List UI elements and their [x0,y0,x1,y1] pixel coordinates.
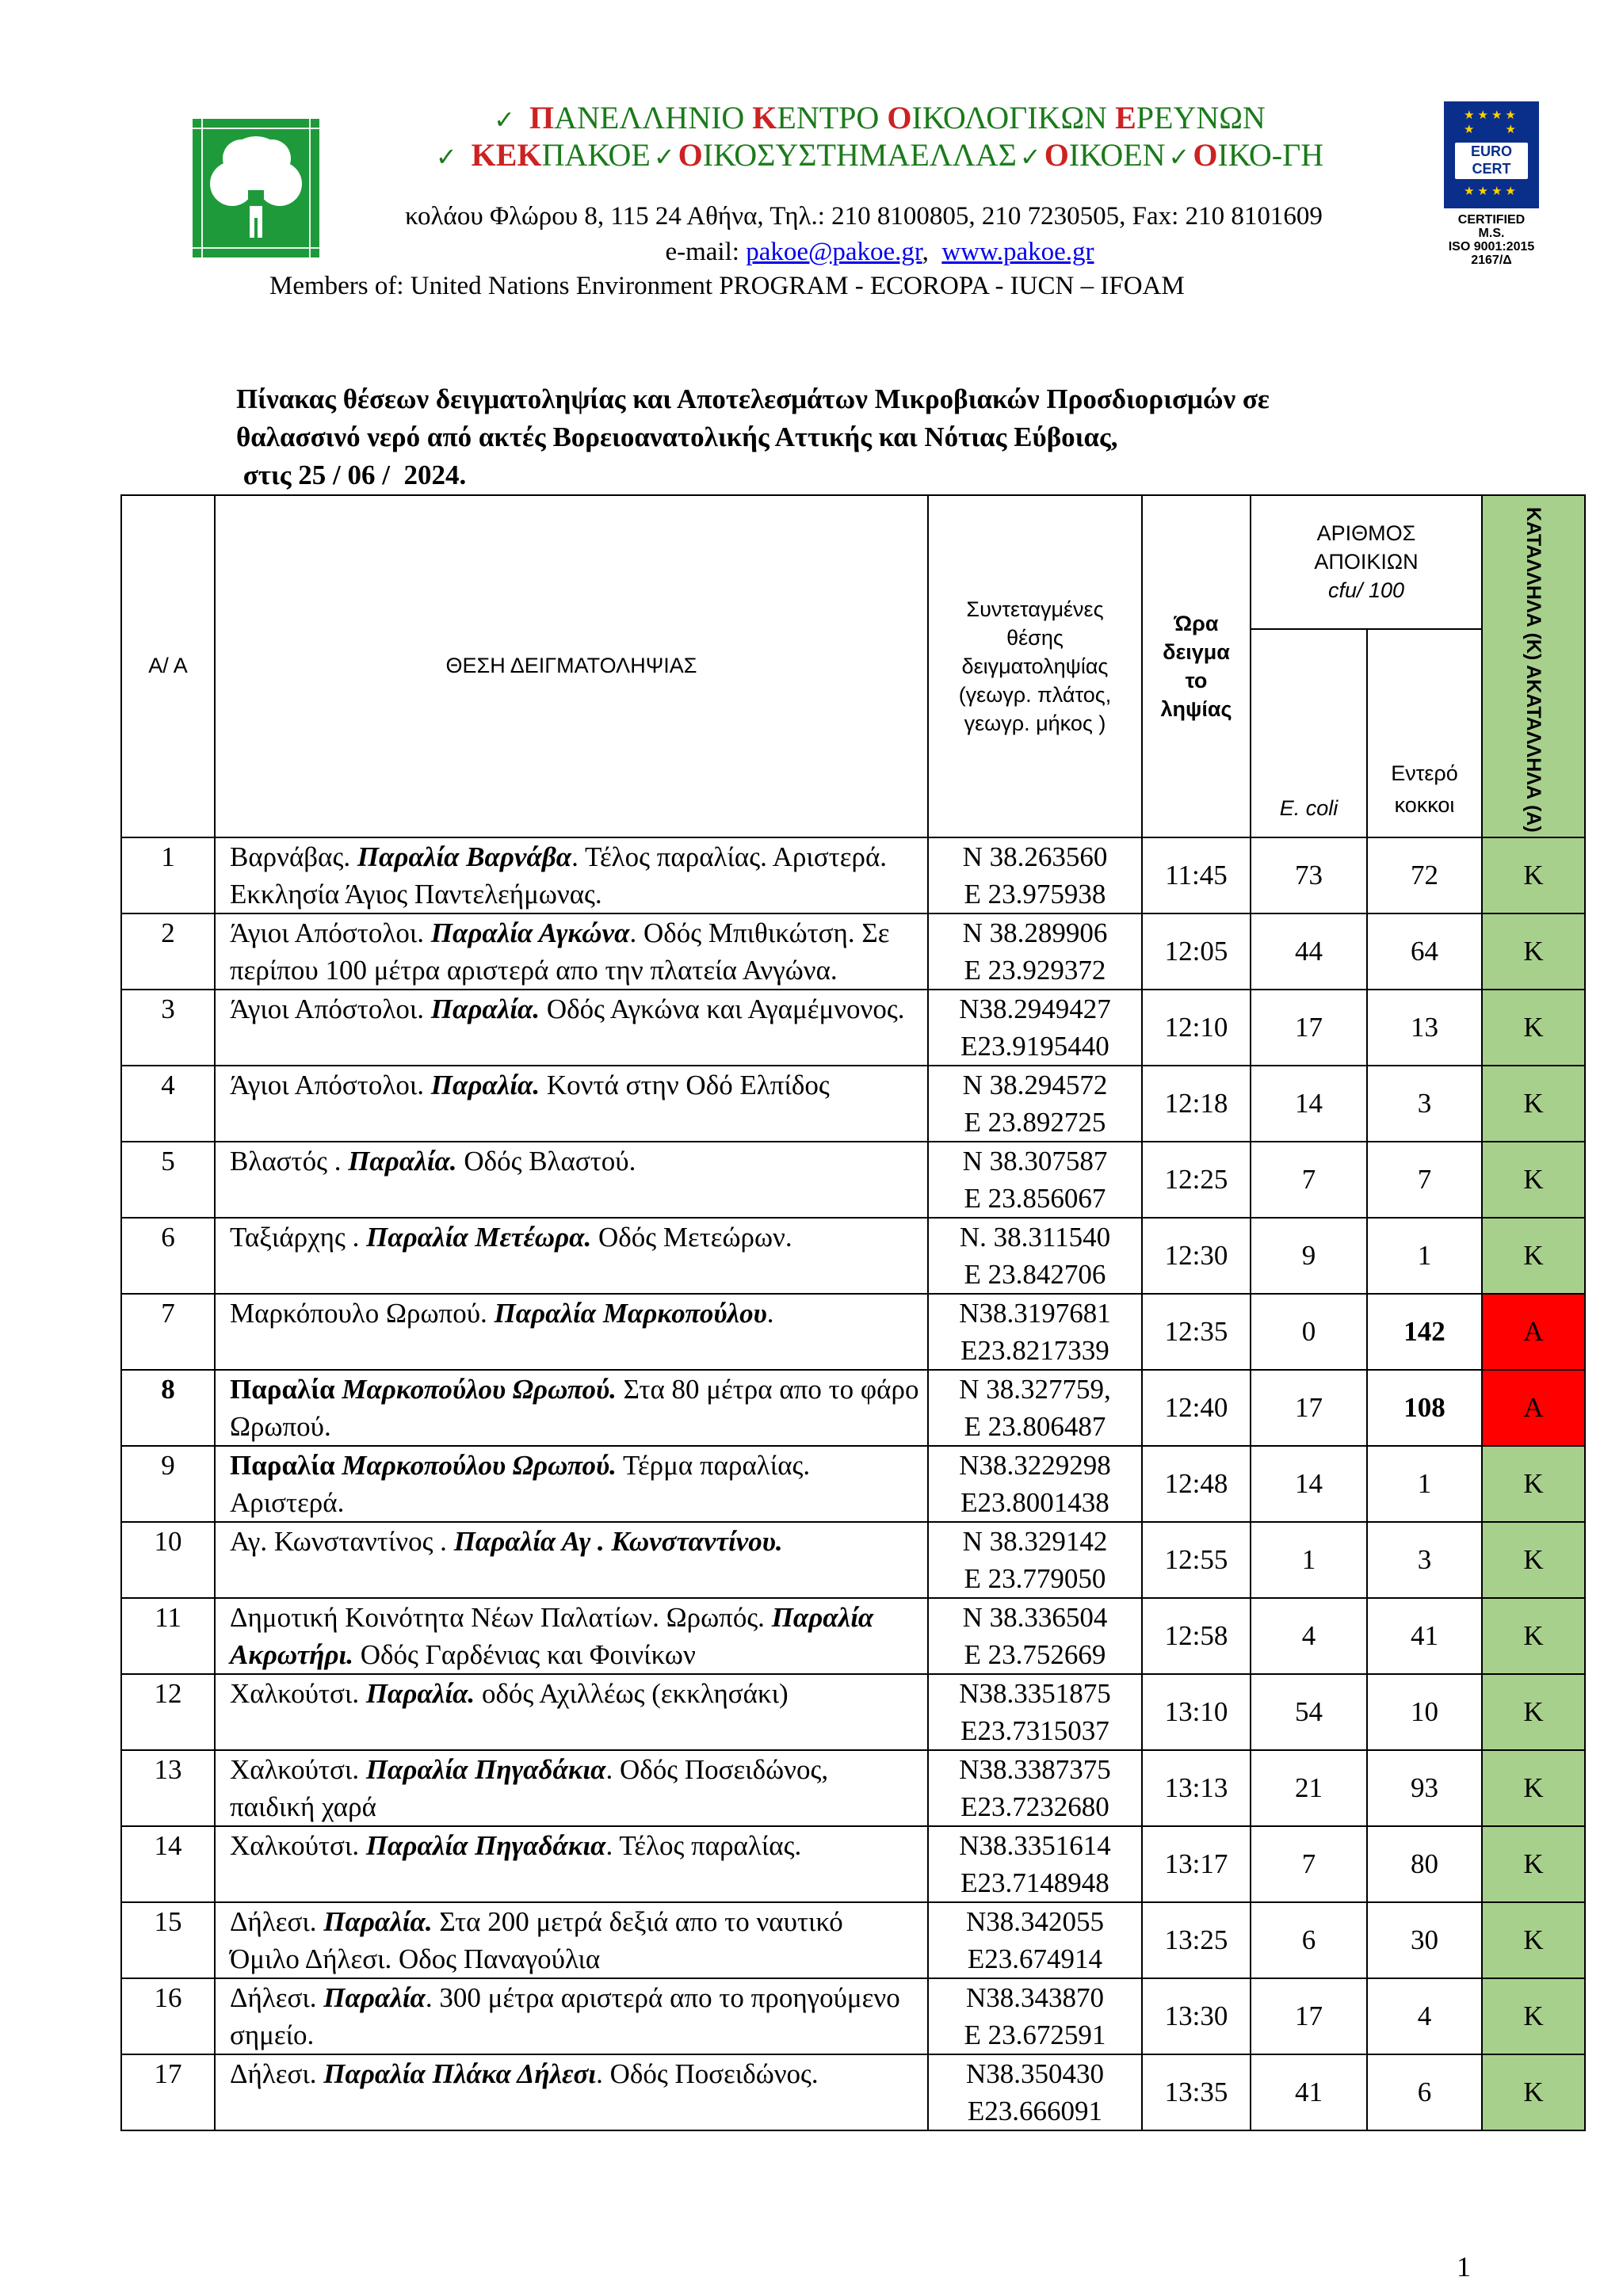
quality-badge: Α [1482,1370,1585,1446]
row-ecoli: 0 [1251,1294,1367,1370]
row-time: 12:18 [1142,1066,1251,1142]
row-ecoli: 17 [1251,1370,1367,1446]
location-text: Οδός Μετεώρων. [591,1221,792,1253]
row-location [215,1066,928,1142]
table-row [121,1674,1585,1750]
latitude: N 38.307587 [962,1145,1108,1177]
org-name-line1 [341,99,1419,136]
table-row [121,1598,1585,1674]
table-row [121,1294,1585,1370]
latitude: N38.3197681 [959,1297,1111,1329]
eurocert-badge [1444,101,1539,267]
row-time: 12:10 [1142,990,1251,1066]
location-text: Παραλία Ακρωτήρι. [230,1601,874,1670]
location-text: Στα 80 μέτρα απο το φάρο Ωρωπού. [230,1373,919,1442]
location-text: Οδός Αγκώνα και Αγαμέμνονος. [540,993,905,1024]
row-location [215,1750,928,1826]
row-location [215,1142,928,1218]
row-coordinates [928,1598,1142,1674]
row-entero: 72 [1367,837,1482,913]
location-text: Τέρμα παραλίας. Αριστερά. [230,1449,811,1518]
location-text: Μαρκόπουλο Ωρωπού. [230,1297,495,1329]
quality-badge: Κ [1482,990,1585,1066]
location-text: οδός Αχιλλέως (εκκλησάκι) [475,1677,789,1709]
row-entero: 30 [1367,1902,1482,1978]
row-entero: 13 [1367,990,1482,1066]
row-number: 13 [121,1750,215,1826]
eurocert-logo [1444,101,1539,208]
latitude: N 38.336504 [962,1601,1108,1633]
table-row [121,2054,1585,2130]
latitude: N 38.329142 [962,1525,1108,1557]
row-time: 12:55 [1142,1522,1251,1598]
cert-euro: EURO [1470,143,1512,159]
longitude: E 23.892725 [964,1106,1106,1138]
header-count-unit: cfu/ 100 [1327,578,1405,603]
row-coordinates [928,2054,1142,2130]
quality-badge: Κ [1482,1598,1585,1674]
row-location [215,1370,928,1446]
location-text: Παραλία. [323,1905,433,1937]
row-entero: 6 [1367,2054,1482,2130]
header-quality-label: ΚΑΤΑΛΛΗΛΑ (Κ) ΑΚΑΤΑΛΛΗΛΑ (Α) [1522,507,1545,833]
members-line: Members of: United Nations Environment PROGRAM - ECOROPA - IUCN – IFOAM [269,272,1185,300]
row-location [215,1598,928,1674]
row-time: 12:58 [1142,1598,1251,1674]
header-ecoli: E. coli [1251,629,1367,837]
location-text: Παραλία Πλάκα Δήλεσι [323,2058,597,2089]
row-ecoli: 17 [1251,990,1367,1066]
org-affiliate: ΟΙΚΟΕΝ [1044,137,1166,173]
latitude: N. 38.311540 [959,1221,1111,1253]
org-affiliate: ΚΕΚΠΑΚΟΕ [471,137,651,173]
location-text: Στα 200 μετρά δεξιά απο το ναυτικό Όμιλο Δήλεσι. Οδος Παναγούλια [230,1905,843,1974]
row-ecoli: 21 [1251,1750,1367,1826]
location-text: Παραλία Μαρκοπούλου [494,1297,767,1329]
row-location [215,1826,928,1902]
longitude: E 23.672591 [964,2019,1106,2050]
row-coordinates [928,1826,1142,1902]
location-text: Παραλία. [430,1069,540,1100]
row-coordinates [928,1142,1142,1218]
row-number: 5 [121,1142,215,1218]
row-location [215,1446,928,1522]
row-ecoli: 9 [1251,1218,1367,1294]
row-location [215,1978,928,2054]
location-text: . [766,1297,774,1329]
location-text: Άγιοι Απόστολοι. [230,1069,431,1100]
row-ecoli: 44 [1251,913,1367,990]
location-text: Χαλκούτσι. [230,1753,366,1785]
location-text: Παραλία Μετέωρα. [366,1221,592,1253]
row-entero: 10 [1367,1674,1482,1750]
title-line: στις 25 / 06 / 2024. [236,460,467,490]
longitude: E 23.929372 [964,954,1106,986]
row-number: 15 [121,1902,215,1978]
row-ecoli: 14 [1251,1066,1367,1142]
check-icon: ✓ [1168,142,1190,172]
org-name-line2 [341,136,1419,174]
row-entero: 1 [1367,1446,1482,1522]
row-number: 14 [121,1826,215,1902]
email-label: e-mail: [665,238,739,266]
header-count-group [1251,495,1482,629]
row-location [215,837,928,913]
row-coordinates [928,1902,1142,1978]
row-coordinates [928,913,1142,990]
quality-badge: Κ [1482,1978,1585,2054]
row-entero: 1 [1367,1218,1482,1294]
location-text: . Τέλος παραλίας. [605,1829,802,1861]
row-ecoli: 1 [1251,1522,1367,1598]
row-number: 3 [121,990,215,1066]
row-location [215,1218,928,1294]
latitude: N38.3229298 [959,1449,1111,1481]
location-text: . 300 μέτρα αριστερά απο το προηγούμενο σημείο. [230,1981,900,2050]
quality-badge: Κ [1482,1142,1585,1218]
row-time: 13:10 [1142,1674,1251,1750]
location-text: Παραλία. [348,1145,457,1177]
table-body [121,837,1585,2130]
row-time: 12:25 [1142,1142,1251,1218]
location-text: . Οδός Μπιθικώτση. Σε περίπου 100 μέτρα αριστερά απο την πλατεία Ανγώνα. [230,917,890,986]
table-row [121,1446,1585,1522]
location-text: Ταξιάρχης . [230,1221,367,1253]
row-location [215,1902,928,1978]
location-text: Παραλία. [430,993,540,1024]
location-text: Παραλία. [365,1677,475,1709]
table-row [121,913,1585,990]
row-entero: 142 [1367,1294,1482,1370]
row-coordinates [928,1674,1142,1750]
longitude: E 23.975938 [964,878,1106,910]
title-line: Πίνακας θέσεων δειγματοληψίας και Αποτελεσμάτων Μικροβιακών Προσδιορισμών σε [236,383,1270,414]
table-row [121,1750,1585,1826]
page-number: 1 [1457,2251,1471,2283]
row-time: 13:35 [1142,2054,1251,2130]
longitude: E23.7232680 [960,1791,1109,1822]
stars-icon: ★★★★ ★ ★ [1464,108,1519,136]
row-coordinates [928,1218,1142,1294]
row-time: 12:30 [1142,1218,1251,1294]
row-time: 11:45 [1142,837,1251,913]
location-text: . Οδός Ποσειδώνος. [596,2058,819,2089]
check-icon: ✓ [1019,142,1041,172]
location-text: Παραλία [323,1981,426,2013]
longitude: E23.8217339 [960,1334,1109,1366]
location-text: Παραλία [230,1373,342,1405]
cert-cert: CERT [1472,161,1511,177]
row-ecoli: 17 [1251,1978,1367,2054]
row-location [215,913,928,990]
table-row [121,1142,1585,1218]
location-text: . Τέλος παραλίας. Αριστερά. Εκκλησία Άγιος Παντελεήμωνας. [230,841,888,910]
table-row [121,1066,1585,1142]
latitude: N38.343870 [965,1981,1105,2013]
latitude: N 38.327759, [959,1373,1111,1405]
header-entero: Εντερό κοκκοι [1367,629,1482,837]
row-number: 7 [121,1294,215,1370]
latitude: N38.3387375 [959,1753,1111,1785]
location-text: Οδός Γαρδένιας και Φοινίκων [353,1638,696,1670]
location-text: Κοντά στην Οδό Ελπίδος [540,1069,830,1100]
location-text: . Οδός Ποσειδώνος, παιδική χαρά [230,1753,829,1822]
row-coordinates [928,1522,1142,1598]
row-coordinates [928,1294,1142,1370]
row-time: 13:17 [1142,1826,1251,1902]
longitude: E23.7315037 [960,1714,1109,1746]
header-count-label: ΑΡΙΘΜΟΣ ΑΠΟΙΚΙΩΝ [1314,521,1419,574]
header-location: ΘΕΣΗ ΔΕΙΓΜΑΤΟΛΗΨΙΑΣ [215,495,928,837]
contact-line: e-mail: pakoe@pakoe.gr, www.pakoe.gr [665,238,1094,266]
latitude: N38.3351614 [959,1829,1111,1861]
check-icon: ✓ [494,105,515,135]
email-link[interactable]: pakoe@pakoe.gr [746,238,922,266]
row-coordinates [928,837,1142,913]
org-name: ΠΑΝΕΛΛΗΝΙΟ ΚΕΝΤΡΟ ΟΙΚΟΛΟΓΙΚΩΝ ΕΡΕΥΝΩΝ [529,100,1266,135]
table-row [121,1826,1585,1902]
quality-badge: Κ [1482,1218,1585,1294]
location-text: Χαλκούτσι. [230,1677,366,1709]
location-text: Δήλεσι. [230,1981,324,2013]
row-ecoli: 7 [1251,1826,1367,1902]
row-number: 6 [121,1218,215,1294]
row-entero: 7 [1367,1142,1482,1218]
row-number: 17 [121,2054,215,2130]
row-ecoli: 54 [1251,1674,1367,1750]
location-text: Παραλία Αγκώνα [430,917,630,948]
latitude: N38.2949427 [959,993,1111,1024]
row-coordinates [928,1370,1142,1446]
table-row [121,837,1585,913]
row-ecoli: 14 [1251,1446,1367,1522]
location-text: Παραλία Πηγαδάκια [365,1829,606,1861]
location-text: Χαλκούτσι. [230,1829,366,1861]
row-time: 12:35 [1142,1294,1251,1370]
location-text: Δημοτική Κοινότητα Νέων Παλατίων. Ωρωπός. [230,1601,772,1633]
cert-iso: ISO 9001:2015 [1448,240,1535,254]
quality-badge: Κ [1482,1902,1585,1978]
row-time: 13:25 [1142,1902,1251,1978]
location-text: Μαρκοπούλου Ωρωπού. [342,1373,617,1405]
row-number: 8 [121,1370,215,1446]
row-coordinates [928,1066,1142,1142]
row-number: 4 [121,1066,215,1142]
row-coordinates [928,1750,1142,1826]
quality-badge: Κ [1482,913,1585,990]
longitude: E 23.806487 [964,1410,1106,1442]
row-location [215,990,928,1066]
location-text: Παραλία Βαρνάβα [357,841,572,872]
quality-badge: Κ [1482,1750,1585,1826]
row-number: 1 [121,837,215,913]
table-row [121,1370,1585,1446]
row-coordinates [928,990,1142,1066]
row-time: 12:40 [1142,1370,1251,1446]
check-icon: ✓ [653,142,675,172]
longitude: E23.7148948 [960,1867,1109,1898]
row-number: 10 [121,1522,215,1598]
cert-label: CERTIFIED M.S. [1457,213,1526,240]
row-ecoli: 73 [1251,837,1367,913]
row-entero: 3 [1367,1522,1482,1598]
row-time: 12:48 [1142,1446,1251,1522]
location-text: Δήλεσι. [230,2058,324,2089]
row-coordinates [928,1446,1142,1522]
location-text: Βλαστός . [230,1145,349,1177]
location-text: Άγιοι Απόστολοι. [230,917,431,948]
title-line: θαλασσινό νερό από ακτές Βορειοανατολικής Αττικής και Νότιας Εύβοιας, [236,421,1118,452]
location-text: Παραλία Πηγαδάκια [365,1753,606,1785]
row-entero: 4 [1367,1978,1482,2054]
latitude: N38.3351875 [959,1677,1111,1709]
location-text: Μαρκοπούλου Ωρωπού. [342,1449,617,1481]
location-text: Άγιοι Απόστολοι. [230,993,431,1024]
row-entero: 3 [1367,1066,1482,1142]
quality-badge: Κ [1482,1066,1585,1142]
latitude: N 38.289906 [962,917,1108,948]
row-number: 16 [121,1978,215,2054]
longitude: E23.666091 [967,2095,1103,2126]
location-text: Δήλεσι. [230,1905,324,1937]
longitude: E 23.856067 [964,1182,1106,1214]
row-number: 12 [121,1674,215,1750]
quality-badge: Κ [1482,2054,1585,2130]
row-ecoli: 4 [1251,1598,1367,1674]
row-ecoli: 6 [1251,1902,1367,1978]
header-coords: Συντεταγμένες θέσης δειγματοληψίας (γεωγρ. πλάτος, γεωγρ. μήκος ) [928,495,1142,837]
header-aa: Α/ Α [121,495,215,837]
website-link[interactable]: www.pakoe.gr [941,238,1094,266]
longitude: E23.9195440 [960,1030,1109,1062]
document-title [236,380,1504,494]
quality-badge: Α [1482,1294,1585,1370]
row-location [215,1294,928,1370]
location-text: Οδός Βλαστού. [456,1145,636,1177]
quality-badge: Κ [1482,837,1585,913]
check-icon: ✓ [435,142,457,172]
header-time: Ώρα δειγμα το ληψίας [1142,495,1251,837]
latitude: N38.342055 [965,1905,1105,1937]
latitude: N 38.294572 [962,1069,1108,1100]
row-ecoli: 41 [1251,2054,1367,2130]
row-number: 11 [121,1598,215,1674]
row-location [215,2054,928,2130]
table-row [121,1522,1585,1598]
row-entero: 108 [1367,1370,1482,1446]
row-time: 13:30 [1142,1978,1251,2054]
row-entero: 80 [1367,1826,1482,1902]
row-coordinates [928,1978,1142,2054]
org-affiliate: ΟΙΚΟΣΥΣΤΗΜΑΕΛΛΑΣ [678,137,1017,173]
quality-badge: Κ [1482,1826,1585,1902]
row-ecoli: 7 [1251,1142,1367,1218]
row-entero: 41 [1367,1598,1482,1674]
location-text: Βαρνάβας. [230,841,357,872]
longitude: E23.8001438 [960,1486,1109,1518]
address: κολάου Φλώρου 8, 115 24 Αθήνα, Τηλ.: 210 8100805, 210 7230505, Fax: 210 8101609 [405,202,1323,231]
row-location [215,1522,928,1598]
stars-icon: ★★★★ [1464,184,1519,198]
quality-badge: Κ [1482,1446,1585,1522]
table-row [121,1978,1585,2054]
latitude: N38.350430 [965,2058,1105,2089]
row-location [215,1674,928,1750]
quality-badge: Κ [1482,1522,1585,1598]
cert-number: 2167/Δ [1471,254,1512,267]
table-row [121,1218,1585,1294]
quality-badge: Κ [1482,1674,1585,1750]
latitude: N 38.263560 [962,841,1108,872]
pakoe-logo [193,119,319,257]
table-row [121,990,1585,1066]
row-entero: 64 [1367,913,1482,990]
longitude: E23.674914 [967,1943,1103,1974]
row-number: 9 [121,1446,215,1522]
longitude: E 23.842706 [964,1258,1106,1290]
location-text: Παραλία Αγ . Κωνσταντίνου. [453,1525,783,1557]
longitude: E 23.779050 [964,1562,1106,1594]
table-row [121,1902,1585,1978]
location-text: Παραλία [230,1449,342,1481]
row-time: 13:13 [1142,1750,1251,1826]
org-affiliate: ΟΙΚΟ-ΓΗ [1193,137,1324,173]
results-table [120,494,1586,2131]
location-text: Αγ. Κωνσταντίνος . [230,1525,454,1557]
row-entero: 93 [1367,1750,1482,1826]
row-time: 12:05 [1142,913,1251,990]
longitude: E 23.752669 [964,1638,1106,1670]
header-quality [1482,495,1585,837]
row-number: 2 [121,913,215,990]
